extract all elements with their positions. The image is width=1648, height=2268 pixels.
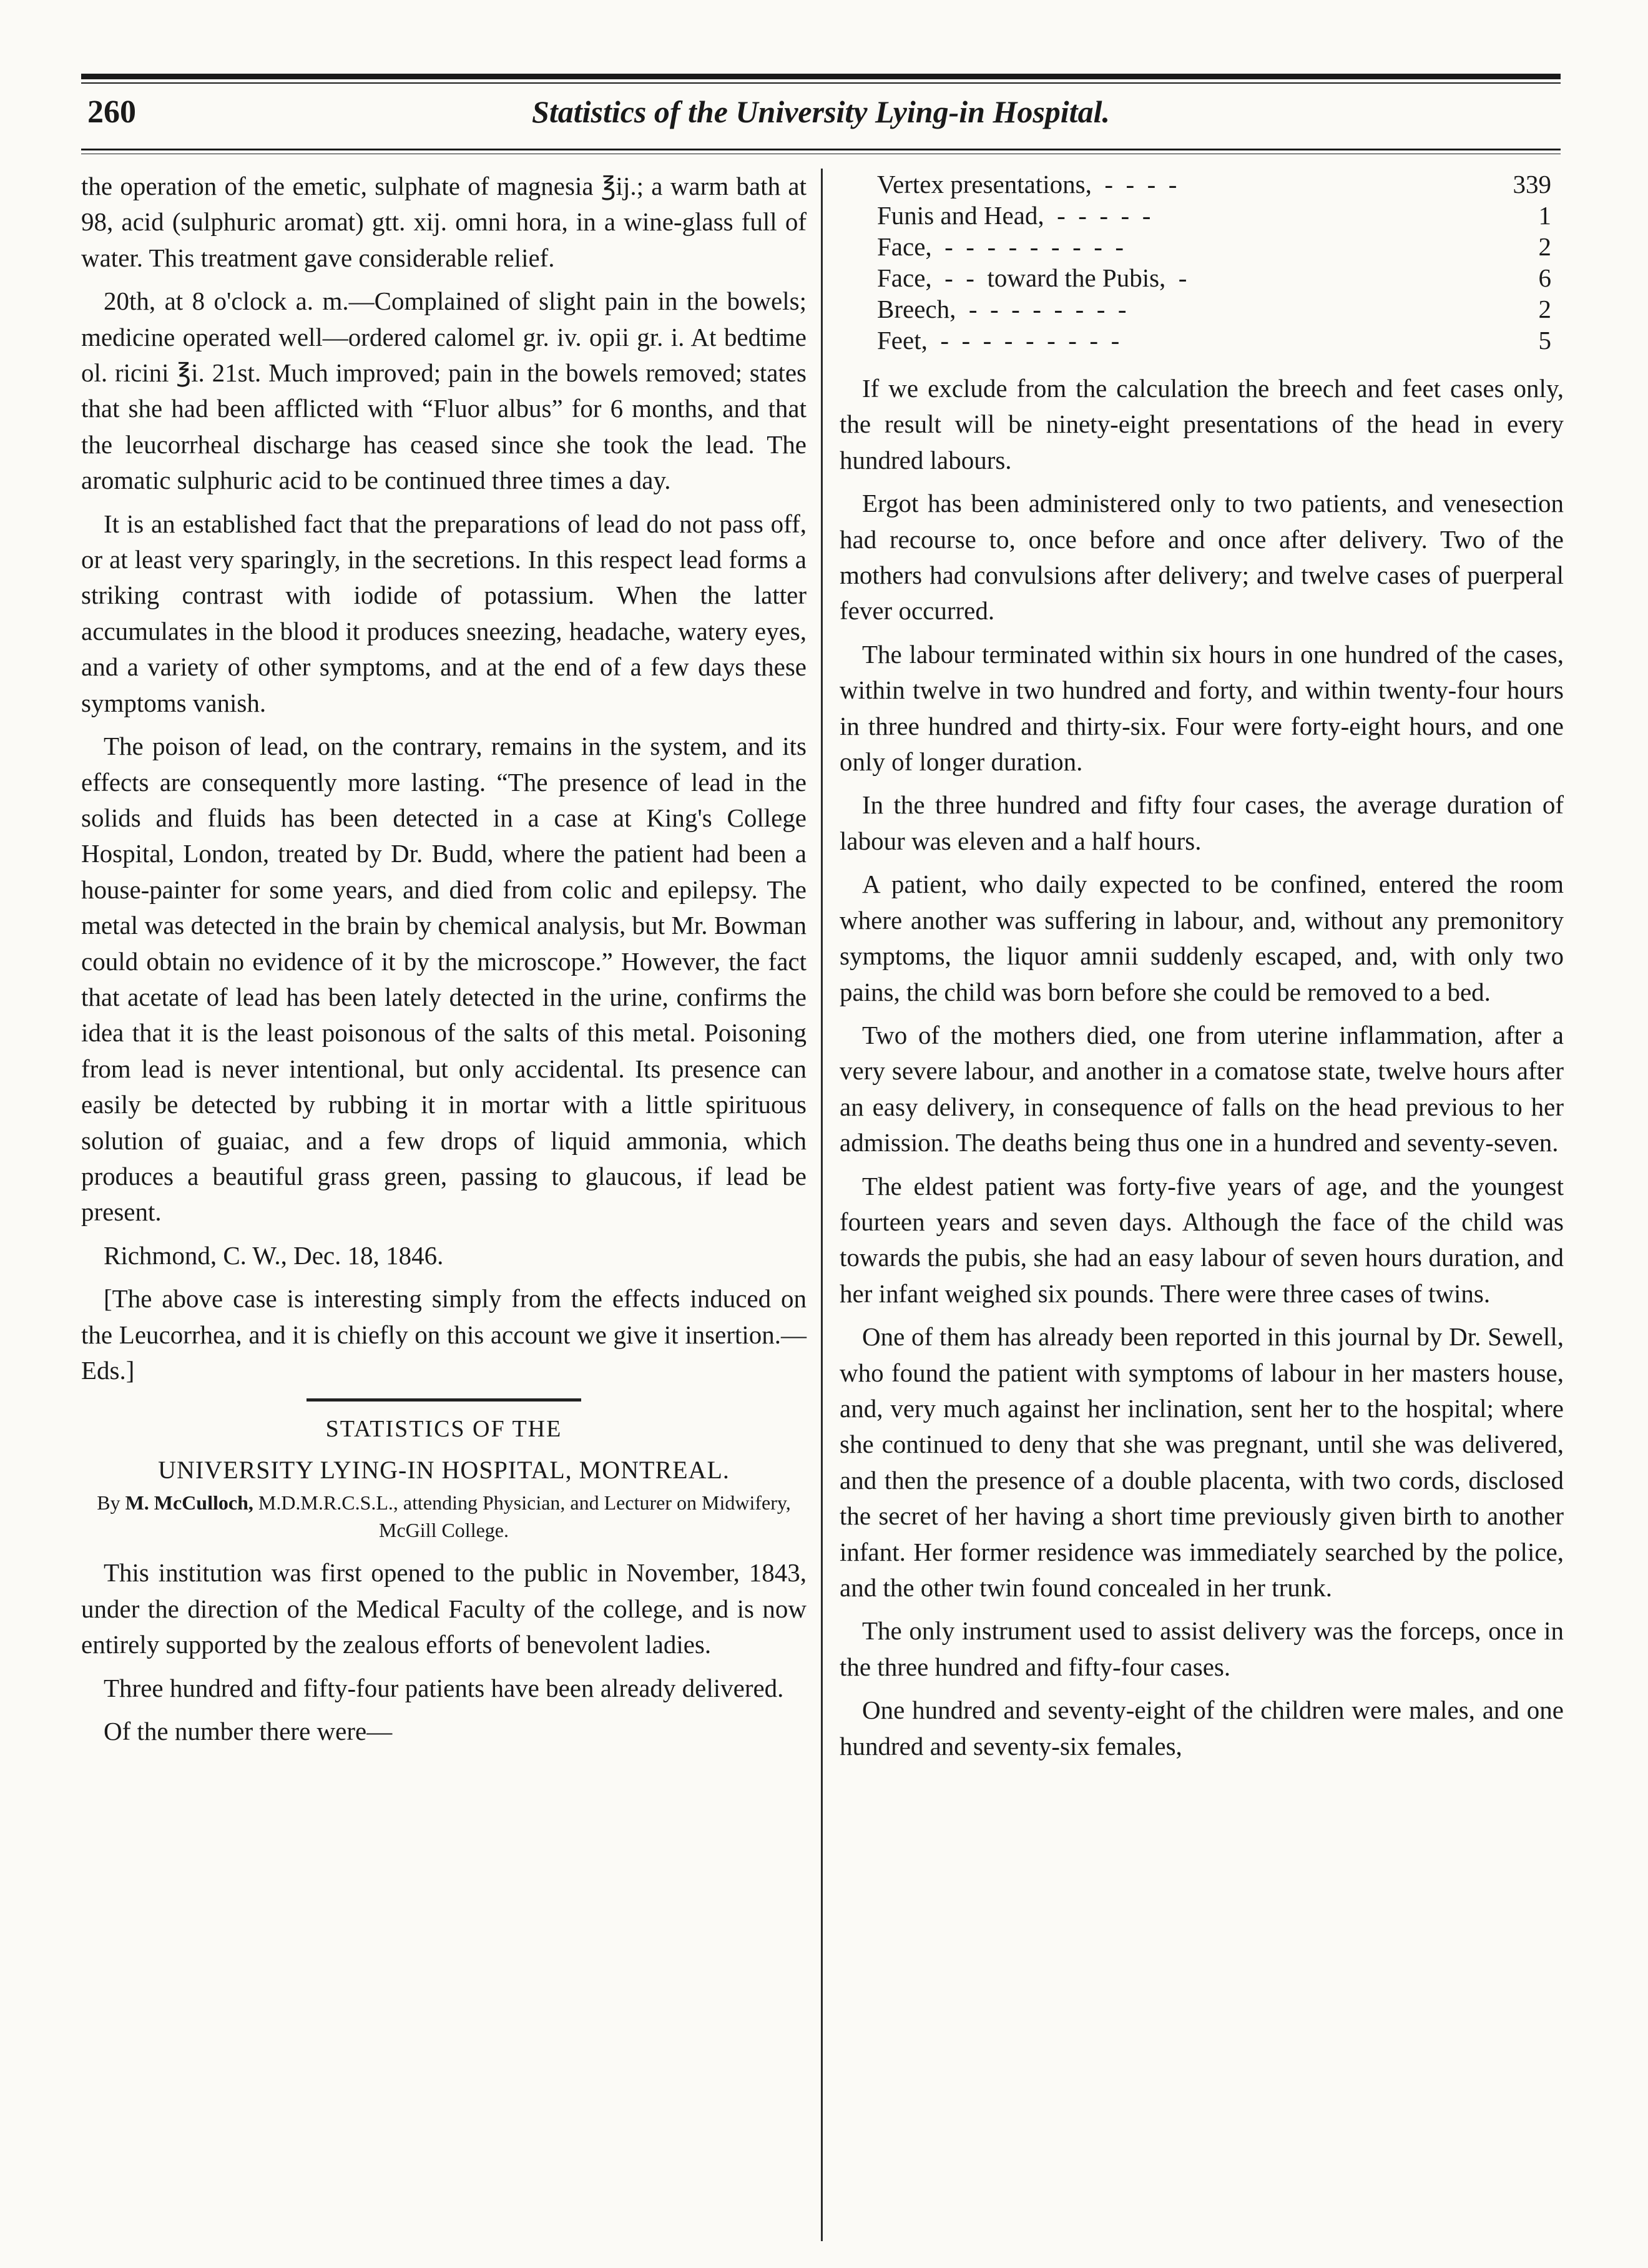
section-rule bbox=[307, 1398, 581, 1402]
byline-prefix: By bbox=[97, 1491, 120, 1514]
presentations-table bbox=[877, 169, 1564, 356]
paragraph: The labour terminated within six hours in one hundred of the cases, within twelve in two hundred and forty, and within twenty-four hours in three hundred and thirty-six. Four were forty-eight hours, and one only of longer duration. bbox=[840, 639, 1564, 777]
paragraph: Three hundred and fifty-four patients have been already delivered. bbox=[104, 1673, 784, 1702]
row-label: Face, - - - - - - - - - bbox=[877, 232, 1124, 261]
byline-author: M. McCulloch, bbox=[125, 1491, 253, 1514]
row-value: 5 bbox=[1538, 326, 1551, 355]
paragraph: One of them has already been reported in this journal by Dr. Sewell, who found the patient with symptoms of labour in her masters house, and, very much against her inclination, sent her to the hospital; where she continued to deny that she was pregnant, until she was delivered, and then the presence of a double placenta, with two cords, disclosed the secret of her having a short time previously given birth to another infant. Her former residence was immediately searched by the police, and the other twin found concealed in her trunk. bbox=[840, 1322, 1564, 1602]
paragraph: One hundred and seventy-eight of the children were males, and one hundred and seventy-six females, bbox=[840, 1696, 1564, 1760]
table-row bbox=[877, 231, 1564, 262]
header-rule bbox=[81, 149, 1561, 150]
paragraph: A patient, who daily expected to be confined, entered the room where another was suffering in labour, and, without any premonitory symptoms, the liquor amnii suddenly escaped, and, with only two pains, the child was born before she could be removed to a bed. bbox=[840, 870, 1564, 1006]
running-title: Statistics of the University Lying-in Hospital. bbox=[532, 94, 1110, 129]
table-row bbox=[877, 200, 1564, 231]
row-value: 339 bbox=[1513, 170, 1551, 199]
table-row bbox=[877, 169, 1564, 200]
section-heading-line2: UNIVERSITY LYING-IN HOSPITAL, MONTREAL. bbox=[158, 1456, 730, 1485]
paragraph: 20th, at 8 o'clock a. m.—Complained of slight pain in the bowels; medicine operated well—ordered calomel gr. iv. opii gr. i. At bedtime ol. ricini ℥i. 21st. Much improved; pain in the bowels removed; states that she had been afflicted with “Fluor albus” for 6 months, and that the leucorrheal discharge has ceased since she took the lead. The aromatic sulphuric acid to be continued three times a day. bbox=[81, 287, 807, 495]
row-label: Face, - - toward the Pubis, - bbox=[877, 263, 1187, 292]
paragraph: In the three hundred and fifty four cases, the average duration of labour was eleven and a half hours. bbox=[840, 790, 1564, 855]
paragraph: The only instrument used to assist delivery was the forceps, once in the three hundred and fifty-four cases. bbox=[840, 1616, 1564, 1681]
paragraph: Of the number there were— bbox=[104, 1717, 393, 1746]
author-byline bbox=[81, 1489, 807, 1544]
editor-note: [The above case is interesting simply from the effects induced on the Leucorrhea, and it is chiefly on this account we give it insertion.—Eds.] bbox=[81, 1284, 807, 1385]
paragraph: This institution was first opened to the public in November, 1843, under the direction of the Medical Faculty of the college, and is now entirely supported by the zealous efforts of benevolent ladies. bbox=[81, 1558, 807, 1659]
paragraph: If we exclude from the calculation the breech and feet cases only, the result will be ninety-eight presentations of the head in every hundred labours. bbox=[840, 374, 1564, 474]
byline-credentials: M.D.M.R.C.S.L., attending Physician, and Lecturer on Midwifery, McGill College. bbox=[258, 1491, 791, 1542]
top-rule-thin bbox=[81, 82, 1561, 84]
row-value: 2 bbox=[1538, 295, 1551, 323]
section-heading-line1: STATISTICS OF THE bbox=[325, 1416, 562, 1443]
row-value: 2 bbox=[1538, 232, 1551, 261]
dateline: Richmond, C. W., Dec. 18, 1846. bbox=[104, 1240, 444, 1270]
paragraph: the operation of the emetic, sulphate of magnesia ℥ij.; a warm bath at 98, acid (sulphuric aromat) gtt. xij. omni hora, in a wine-glass full of water. This treatment gave considerable relief. bbox=[81, 172, 807, 272]
row-label: Funis and Head, - - - - - bbox=[877, 201, 1151, 230]
row-label: Vertex presentations, - - - - bbox=[877, 170, 1177, 199]
paragraph: The eldest patient was forty-five years of age, and the youngest fourteen years and seven days. Although the face of the child was towards the pubis, she had an easy labour of seven hours duration, and her infant weighed six pounds. There were three cases of twins. bbox=[840, 1171, 1564, 1308]
page-number: 260 bbox=[87, 94, 136, 130]
column-divider bbox=[821, 169, 823, 2241]
table-row bbox=[877, 325, 1564, 356]
row-value: 1 bbox=[1538, 201, 1551, 230]
row-label: Feet, - - - - - - - - - bbox=[877, 326, 1120, 355]
right-column bbox=[840, 169, 1564, 1772]
table-row bbox=[877, 262, 1564, 293]
paragraph: The poison of lead, on the contrary, remains in the system, and its effects are consequently more lasting. “The presence of lead in the solids and fluids has been detected in a case at King's College Hospital, London, treated by Dr. Budd, where the patient had been a house-painter for some years, and died from colic and epilepsy. The metal was detected in the brain by chemical analysis, but Mr. Bowman could obtain no evidence of it by the microscope.” However, the fact that acetate of lead has been lately detected in the urine, confirms the idea that it is the least poisonous of the salts of this metal. Poisoning from lead is never intentional, but only accidental. Its presence can easily be detected by rubbing it in mortar with a little spirituous solution of guaiac, and a few drops of liquid ammonia, which produces a beautiful grass green, passing to glaucous, if lead be present. bbox=[81, 732, 807, 1227]
paragraph: Two of the mothers died, one from uterine inflammation, after a very severe labour, and another in a comatose state, twelve hours after an easy delivery, in consequence of falls on the head previous to her admission. The deaths being thus one in a hundred and seventy-seven. bbox=[840, 1020, 1564, 1157]
left-column bbox=[81, 169, 807, 1757]
table-row bbox=[877, 293, 1564, 325]
top-rule-thick bbox=[81, 74, 1561, 79]
row-value: 6 bbox=[1538, 263, 1551, 292]
paragraph: It is an established fact that the preparations of lead do not pass off, or at least very sparingly, in the secretions. In this respect lead forms a striking contrast with iodide of potassium. When the latter accumulates in the blood it produces sneezing, headache, watery eyes, and a variety of other symptoms, and at the end of a few days these symptoms vanish. bbox=[81, 509, 807, 717]
row-label: Breech, - - - - - - - - bbox=[877, 295, 1127, 323]
paragraph: Ergot has been administered only to two patients, and venesection had recourse to, once before and once after delivery. Two of the mothers had convulsions after delivery; and twelve cases of puerperal fever occurred. bbox=[840, 489, 1564, 626]
page-header bbox=[81, 94, 1561, 144]
